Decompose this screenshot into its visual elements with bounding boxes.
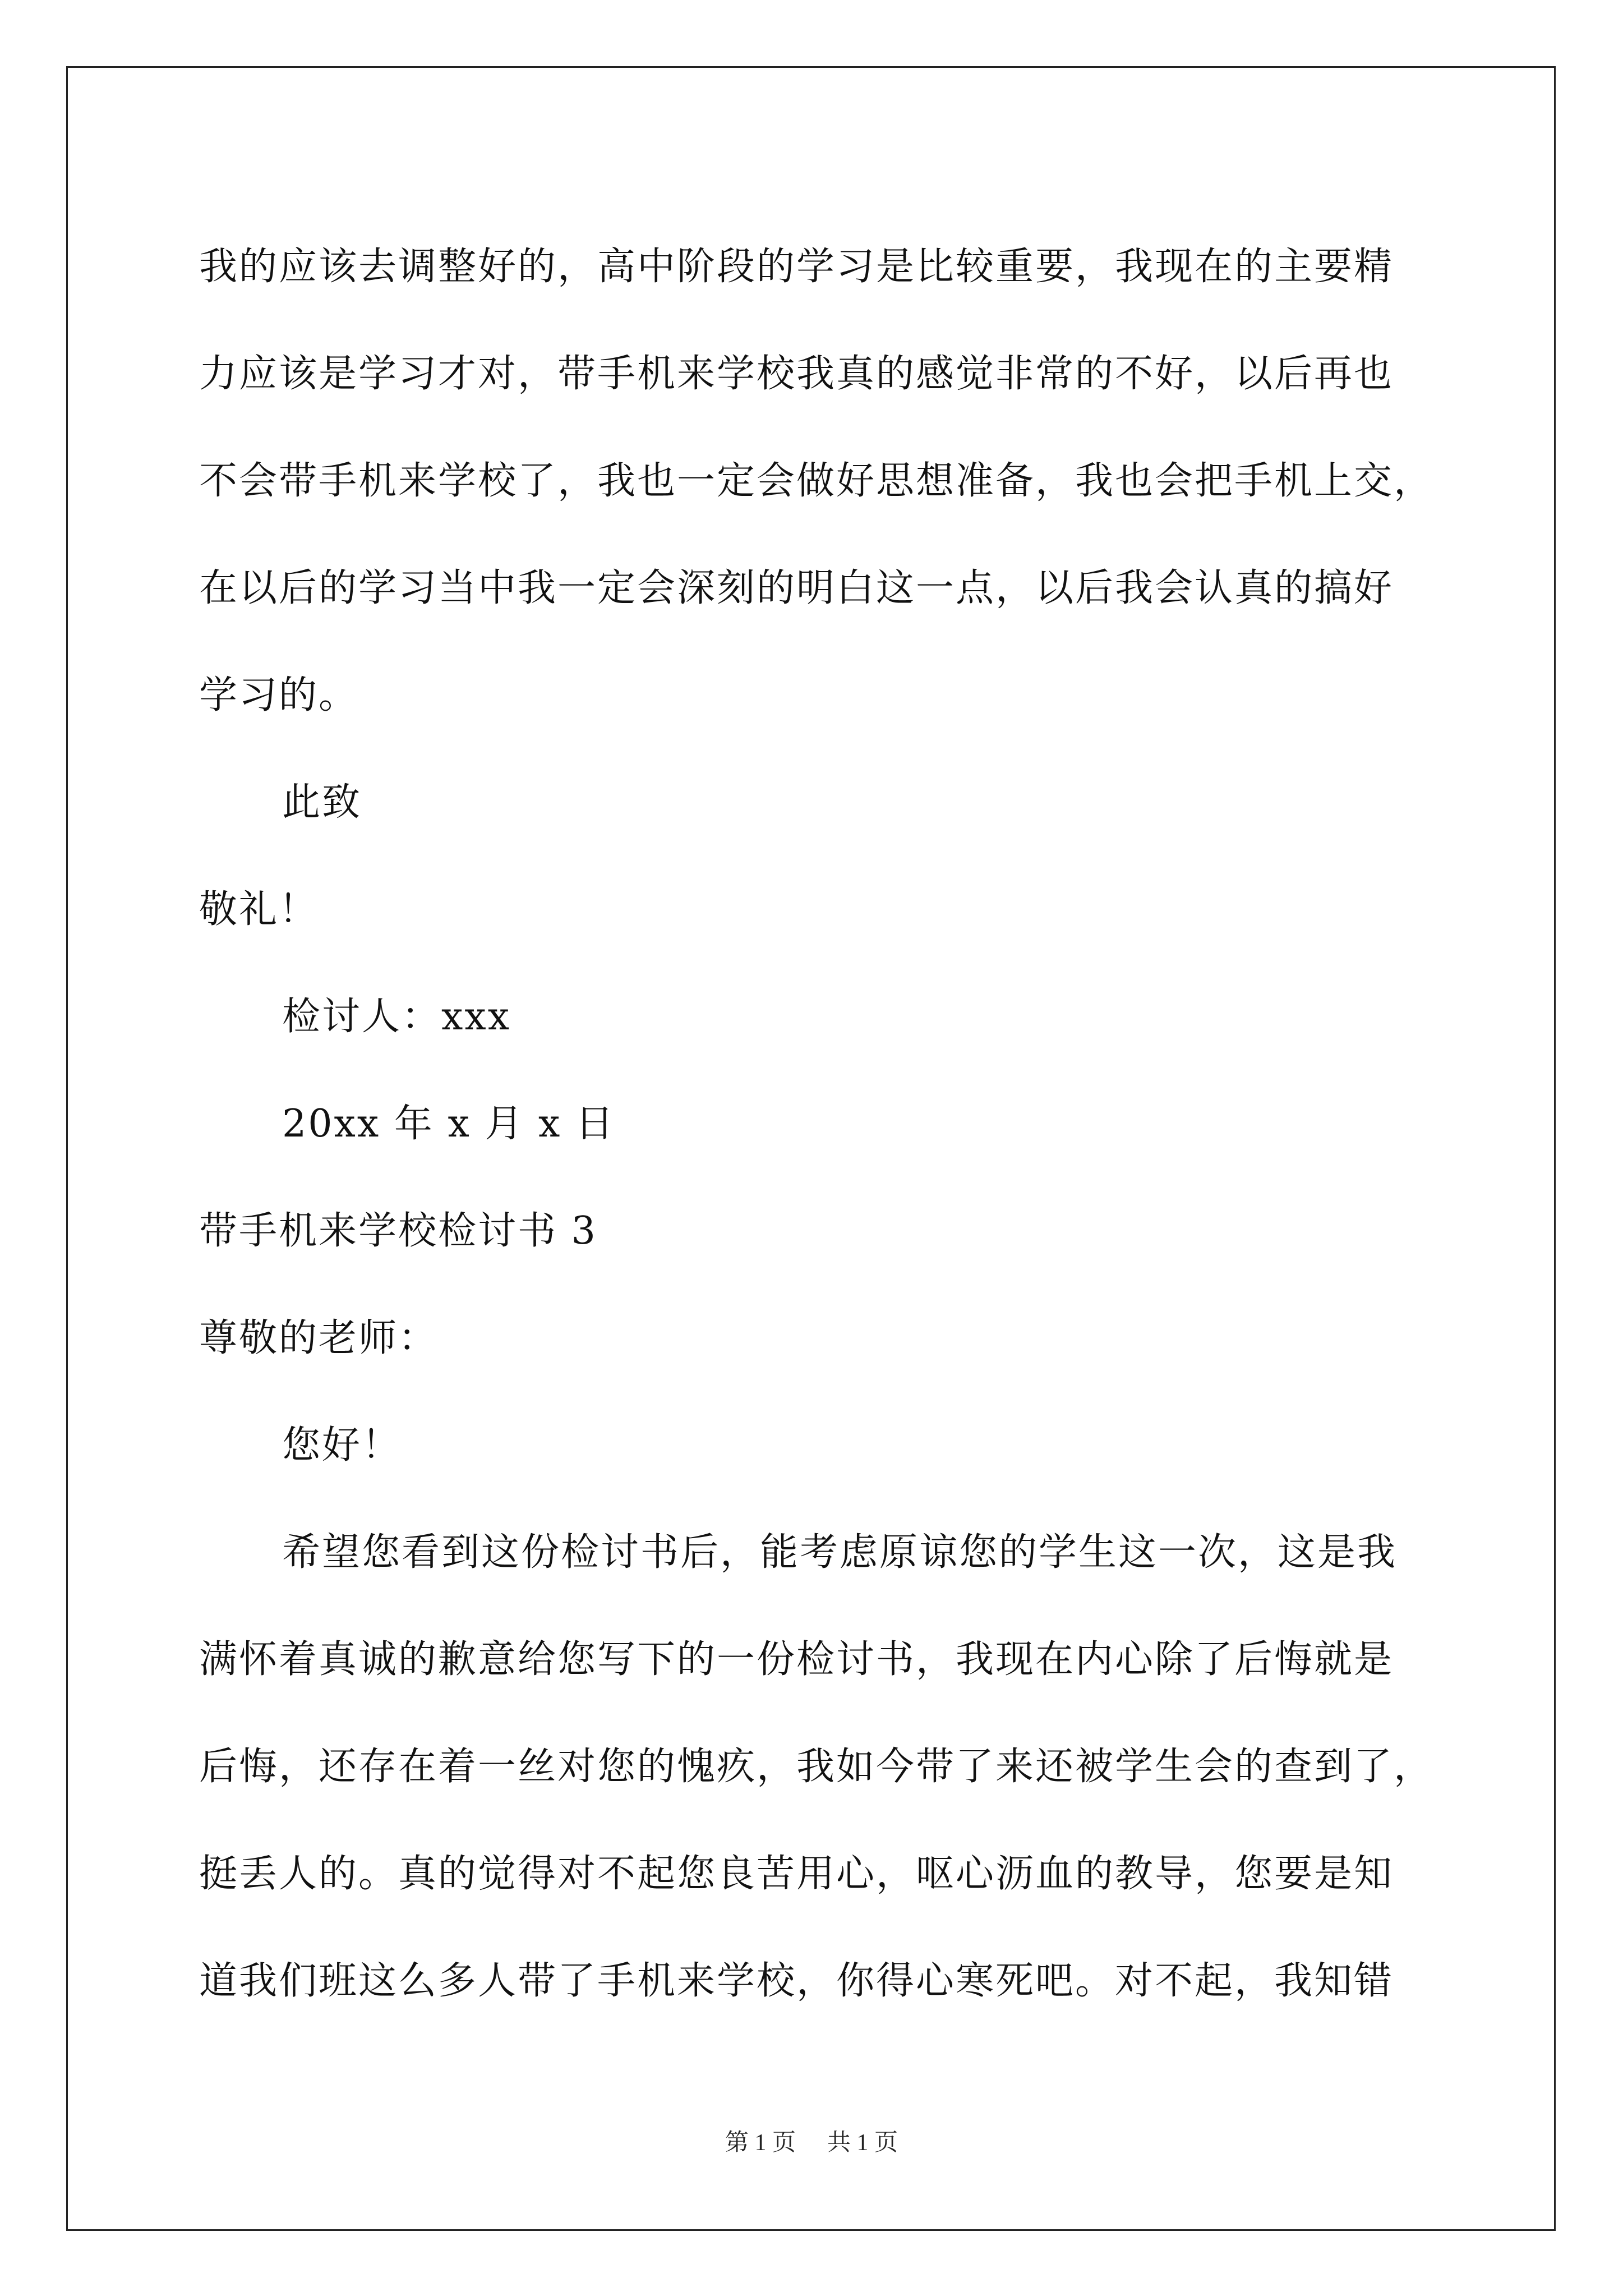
paragraph-line: 学习的。 xyxy=(199,673,359,717)
closing-regards: 敬礼！ xyxy=(199,887,319,932)
page-total: 共 1 页 xyxy=(827,2130,898,2156)
paragraph-line: 不会带手机来学校了，我也一定会做好思想准备，我也会把手机上交， xyxy=(199,459,1434,503)
paragraph-line: 满怀着真诚的歉意给您写下的一份检讨书，我现在内心除了后悔就是 xyxy=(199,1637,1394,1682)
paragraph-line: 后悔，还存在着一丝对您的愧疚，我如今带了来还被学生会的查到了， xyxy=(199,1745,1434,1789)
paragraph-line: 在以后的学习当中我一定会深刻的明白这一点，以后我会认真的搞好 xyxy=(199,566,1394,610)
paragraph-line: 道我们班这么多人带了手机来学校，你得心寒死吧。对不起，我知错 xyxy=(199,1959,1394,2003)
page-number: 第 1 页 xyxy=(725,2130,796,2156)
closing-salutation: 此致 xyxy=(282,780,362,825)
paragraph-line: 力应该是学习才对，带手机来学校我真的感觉非常的不好，以后再也 xyxy=(199,352,1394,396)
page-footer xyxy=(0,2126,1623,2160)
date-line: 20xx 年 x 月 x 日 xyxy=(282,1102,616,1146)
hello-line: 您好！ xyxy=(282,1423,402,1467)
paragraph-line: 挺丢人的。真的觉得对不起您良苦用心，呕心沥血的教导，您要是知 xyxy=(199,1852,1394,1896)
signature-line: 检讨人：xxx xyxy=(282,995,511,1039)
section-title: 带手机来学校检讨书 3 xyxy=(199,1209,597,1253)
paragraph-line: 我的应该去调整好的，高中阶段的学习是比较重要，我现在的主要精 xyxy=(199,245,1394,289)
paragraph-line: 希望您看到这份检讨书后，能考虑原谅您的学生这一次，这是我 xyxy=(282,1530,1398,1575)
document-body xyxy=(199,213,1444,2035)
greeting-line: 尊敬的老师： xyxy=(199,1316,439,1360)
